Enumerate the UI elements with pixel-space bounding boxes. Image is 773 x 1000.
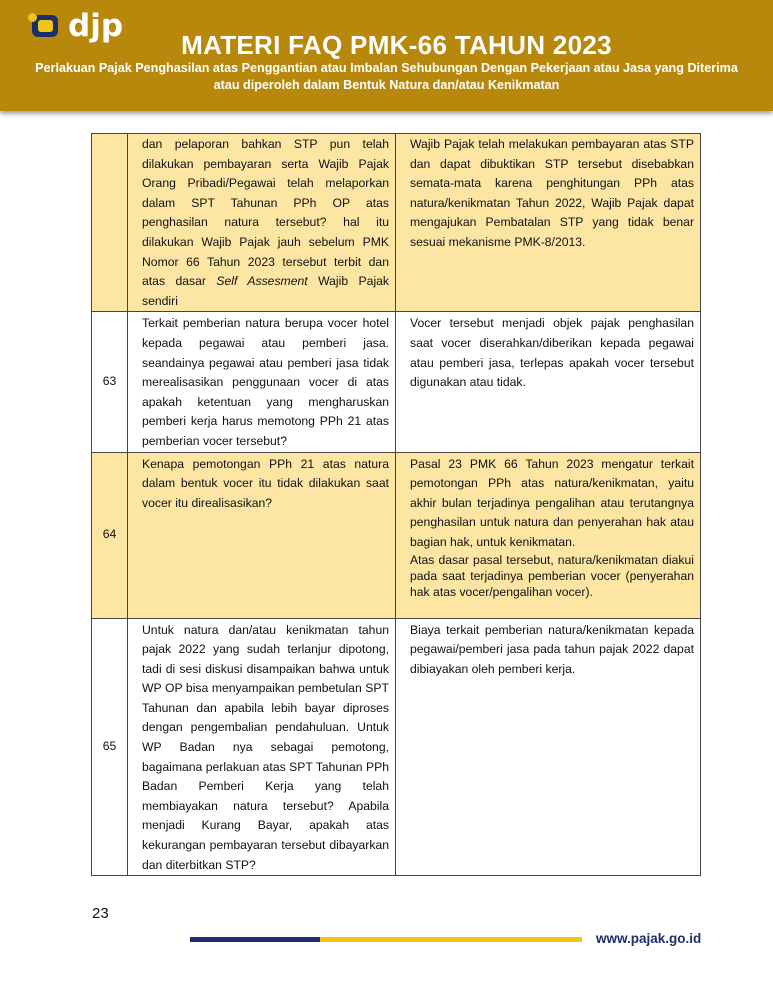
question-emphasis: Self Assesment bbox=[216, 274, 308, 289]
table-row bbox=[92, 134, 701, 312]
answer-cell bbox=[396, 452, 701, 618]
table-row bbox=[92, 452, 701, 618]
document-title: MATERI FAQ PMK-66 TAHUN 2023 bbox=[181, 30, 612, 60]
table-row bbox=[92, 618, 701, 876]
answer-paragraph: Pasal 23 PMK 66 Tahun 2023 mengatur terkait pemotongan PPh atas natura/kenikmatan, yaitu akhir bulan terjadinya pengalihan atau terutangnya penghasilan untuk natura dan penyerahan hak atau bagian hak, untuk kenikmatan. bbox=[410, 456, 694, 549]
website-link[interactable]: www.pajak.go.id bbox=[596, 931, 702, 946]
answer-cell: Vocer tersebut menjadi objek pajak penghasilan saat vocer diserahkan/diberikan kepada pegawai atau pemberi jasa, terlepas apakah vocer tersebut digunakan atau tidak. bbox=[396, 312, 701, 452]
subtitle-line-1: Perlakuan Pajak Penghasilan atas Penggantian atau Imbalan Sehubungan Dengan Pekerjaan atau Jasa yang Diterima bbox=[35, 61, 738, 75]
row-number: 63 bbox=[92, 312, 128, 452]
row-number: 65 bbox=[92, 618, 128, 876]
footer-bar-gold bbox=[320, 937, 582, 942]
document-subtitle bbox=[30, 60, 743, 94]
subtitle-line-2: atau diperoleh dalam Bentuk Natura dan/atau Kenikmatan bbox=[213, 78, 560, 92]
page-header bbox=[0, 0, 773, 111]
row-number bbox=[92, 134, 128, 312]
answer-cell: Wajib Pajak telah melakukan pembayaran atas STP dan dapat dibuktikan STP tersebut disebabkan semata-mata karena penghitungan PPh atas natura/kenikmatan Tahun 2022, Wajib Pajak dapat mengajukan Pembatalan STP yang tidak benar sesuai mekanisme PMK-8/2013. bbox=[396, 134, 701, 312]
table-row bbox=[92, 312, 701, 452]
logo-text: djp bbox=[68, 8, 124, 44]
answer-cell: Biaya terkait pemberian natura/kenikmatan kepada pegawai/pemberi jasa pada tahun pajak 2022 dapat dibiayakan oleh pemberi kerja. bbox=[396, 618, 701, 876]
answer-paragraph: Atas dasar pasal tersebut, natura/kenikmatan diakui pada saat terjadinya pemberian vocer (penyerahan hak atas vocer/pengalihan vocer). bbox=[410, 553, 694, 600]
faq-table bbox=[91, 133, 701, 876]
page-number: 23 bbox=[92, 905, 109, 922]
footer-bar-navy bbox=[190, 937, 320, 942]
row-number: 64 bbox=[92, 452, 128, 618]
question-text-end: Wajib Pajak sendiri bbox=[142, 274, 390, 308]
question-cell: Terkait pemberian natura berupa vocer hotel kepada pegawai atau pemberi jasa. seandainya pegawai atau pemberi jasa tidak merealisasikan penggunaan vocer di atas apakah ketentuan yang mengharuskan pemberi kerja harus memotong PPh 21 atas pemberian vocer tersebut? bbox=[128, 312, 396, 452]
question-text: dan pelaporan bahkan STP pun telah dilakukan pembayaran serta Wajib Pajak Orang Pribadi/Pegawai telah melaporkan dalam SPT Tahunan PPh OP atas penghasilan natura tersebut? hal itu dilakukan Wajib Pajak jauh sebelum PMK Nomor 66 Tahun 2023 tersebut terbit dan atas dasar bbox=[142, 137, 389, 289]
question-cell: Kenapa pemotongan PPh 21 atas natura dalam bentuk vocer itu tidak dilakukan saat vocer itu direalisasikan? bbox=[128, 452, 396, 618]
question-cell bbox=[128, 134, 396, 312]
question-cell: Untuk natura dan/atau kenikmatan tahun pajak 2022 yang sudah terlanjur dipotong, tadi di sesi diskusi disampaikan bahwa untuk WP OP bisa menyampaikan pembetulan SPT Tahunan dan apabila lebih bayar diproses dengan pengembalian pendahuluan. Untuk WP Badan nya sebagai pemotong, bagaimana perlakuan atas SPT Tahunan PPh Badan Pemberi Kerja yang telah membiayakan natura tersebut? Apabila menjadi Kurang Bayar, apakah atas kekurangan pembayaran tersebut dibayarkan dan diterbitkan STP? bbox=[128, 618, 396, 876]
